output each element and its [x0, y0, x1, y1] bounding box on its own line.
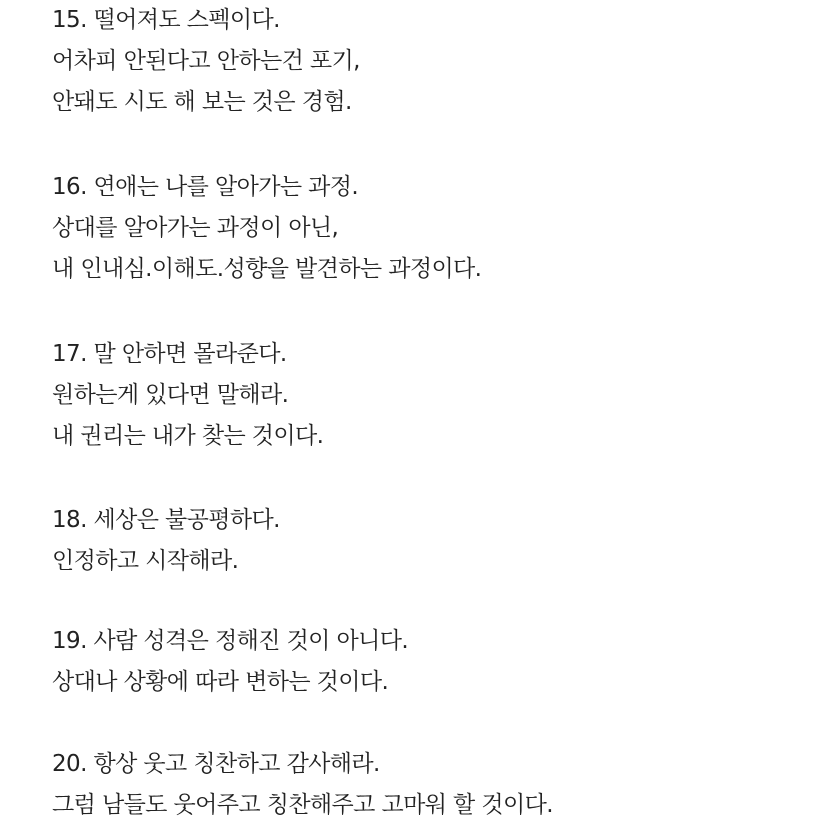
item-text-line: 인정하고 시작해라. — [52, 548, 239, 574]
list-item-17 — [52, 334, 822, 457]
list-item-19 — [52, 621, 822, 703]
item-text-line: 안돼도 시도 해 보는 것은 경험. — [52, 89, 352, 115]
list-item-15 — [52, 0, 822, 123]
item-text-line: 내 인내심.이해도.성향을 발견하는 과정이다. — [52, 256, 482, 282]
item-heading: 16. 연애는 나를 알아가는 과정. — [52, 174, 359, 200]
item-heading: 19. 사람 성격은 정해진 것이 아니다. — [52, 628, 409, 654]
item-heading: 20. 항상 웃고 칭찬하고 감사해라. — [52, 751, 380, 777]
item-heading: 18. 세상은 불공평하다. — [52, 507, 280, 533]
item-text-line: 원하는게 있다면 말해라. — [52, 382, 289, 408]
item-text-line: 상대나 상황에 따라 변하는 것이다. — [52, 669, 389, 695]
list-item-18 — [52, 500, 822, 582]
list-item-20 — [52, 744, 822, 826]
item-heading: 15. 떨어져도 스펙이다. — [52, 7, 280, 33]
item-text-line: 내 권리는 내가 찾는 것이다. — [52, 423, 324, 449]
list-item-16 — [52, 167, 822, 290]
text-document — [52, 0, 822, 830]
item-heading: 17. 말 안하면 몰라준다. — [52, 341, 287, 367]
item-text-line: 어차피 안된다고 안하는건 포기, — [52, 48, 360, 74]
item-text-line: 그럼 남들도 웃어주고 칭찬해주고 고마워 할 것이다. — [52, 792, 553, 818]
item-text-line: 상대를 알아가는 과정이 아닌, — [52, 215, 339, 241]
